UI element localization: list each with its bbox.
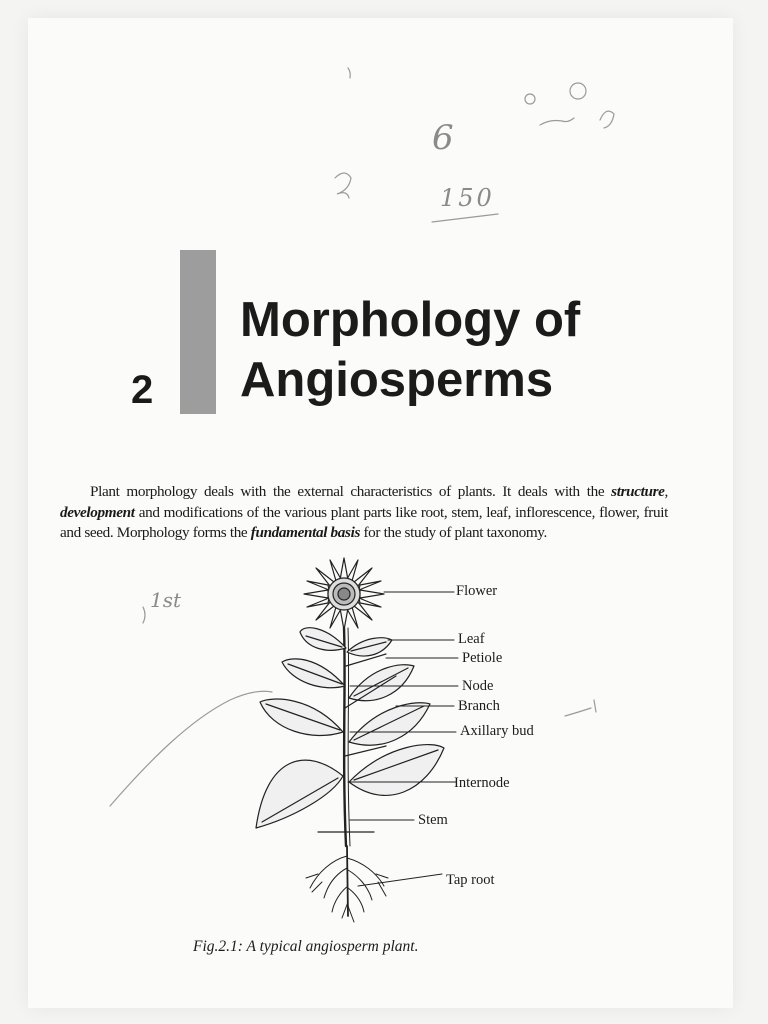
chapter-bar	[180, 250, 216, 414]
em-development: development	[60, 503, 135, 521]
label-flower: Flower	[456, 583, 498, 599]
chapter-title-line1: Morphology of	[240, 293, 581, 347]
label-petiole: Petiole	[462, 650, 503, 666]
handwritten-six: 6	[432, 118, 454, 158]
handwritten-150: 150	[440, 184, 495, 212]
label-internode: Internode	[454, 775, 510, 791]
chapter-title	[240, 290, 580, 410]
label-stem: Stem	[418, 812, 448, 828]
em-structure: structure	[611, 483, 665, 500]
chapter-number: 2	[131, 368, 154, 412]
label-leaf: Leaf	[458, 631, 485, 647]
label-axillary-bud: Axillary bud	[460, 723, 534, 739]
handwritten-first: 1st	[150, 588, 182, 612]
intro-paragraph: Plant morphology deals with the external characteristics of plants. It deals with the structure, development and modifications of the various plant parts like root, stem, leaf, inflorescence, flower, fruit and seed. Morphology forms the fundamental basis for the study of plant taxonomy.	[60, 483, 668, 541]
flower-head	[304, 558, 384, 630]
label-node: Node	[462, 678, 494, 694]
em-fundamental-basis: fundamental basis	[250, 524, 361, 541]
figure-caption: Fig.2.1: A typical angiosperm plant.	[193, 938, 419, 955]
label-branch: Branch	[458, 698, 500, 714]
label-tap-root: Tap root	[446, 872, 495, 888]
roots	[306, 846, 388, 922]
plant-illustration	[96, 556, 656, 936]
plant-figure	[96, 556, 656, 936]
chapter-title-line2: Angiosperms	[240, 353, 554, 407]
